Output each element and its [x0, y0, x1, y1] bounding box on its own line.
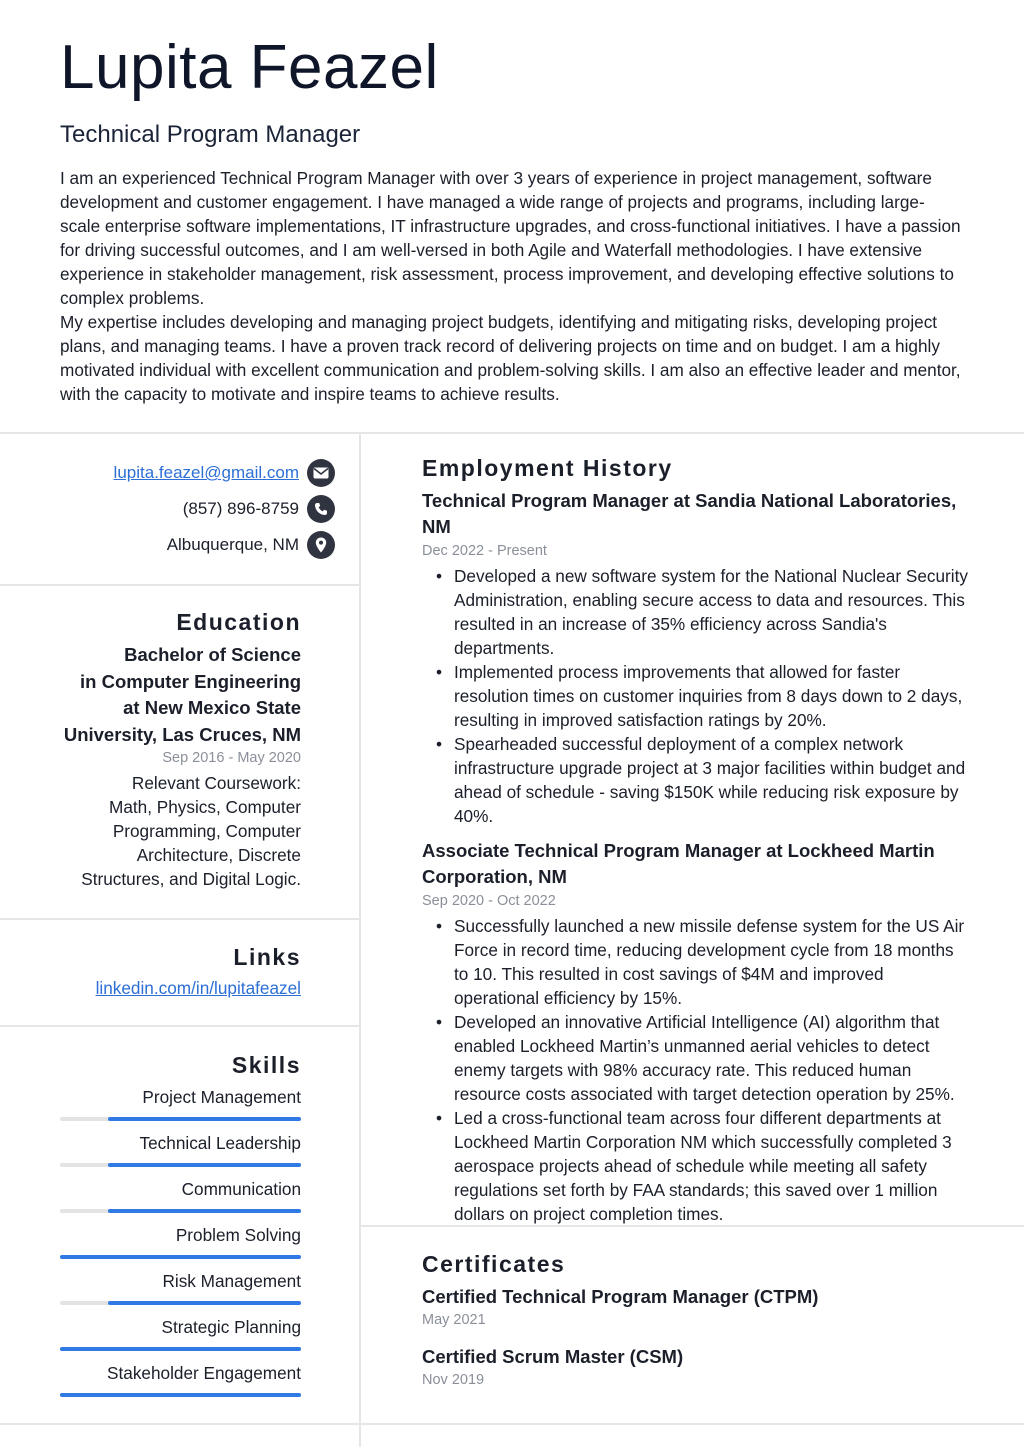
- job-bullet: • Implemented process improvements that allowed for faster resolution times on customer inquiries from 8 days down to 2 days, resulting in improved satisfaction ratings by 20%.: [422, 660, 968, 732]
- right-column: [361, 435, 1024, 1388]
- section-divider: [361, 1423, 1024, 1425]
- job-entry: [422, 838, 968, 1226]
- skill-item: [0, 1177, 359, 1223]
- job-title: Associate Technical Program Manager at Lockheed Martin Corporation, NM: [422, 840, 935, 887]
- job-bullet: • Spearheaded successful deployment of a complex network infrastructure upgrade project at 3 major facilities within budget and ahead of schedule - saving $150K while reducing risk exposure by 40%.: [422, 732, 968, 828]
- certificate-date: May 2021: [422, 1312, 486, 1328]
- skill-name: Risk Management: [162, 1271, 301, 1291]
- job-role: Technical Program Manager: [60, 121, 361, 148]
- summary-paragraph: My expertise includes developing and managing project budgets, identifying and mitigating risks, developing project plans, and managing teams. I have a proven track record of delivering projects on time and on budget. I am a highly motivated individual with excellent communication and problem-solving skills. I am also an effective leader and mentor, with the capacity to motivate and inspire teams to achieve results.: [60, 312, 961, 404]
- skill-level-fill: [60, 1393, 301, 1397]
- job-bullet: • Developed an innovative Artificial Intelligence (AI) algorithm that enabled Lockheed Martin’s unmanned aerial vehicles to detect enemy targets with 98% accuracy rate. This reduced human resource costs associated with target detection operation by 25%.: [422, 1010, 968, 1106]
- skill-item: [0, 1315, 359, 1361]
- left-column: [0, 435, 359, 1383]
- skill-level-bar: [60, 1301, 301, 1305]
- section-divider: [0, 1025, 359, 1027]
- coursework-line: Programming, Computer: [112, 821, 301, 841]
- certificate-list: [422, 1284, 968, 1390]
- certificate-entry: [422, 1344, 968, 1390]
- coursework-line: Math, Physics, Computer: [109, 797, 301, 817]
- skills-heading: Skills: [231, 1052, 301, 1078]
- job-bullet: • Led a cross-functional team across four different departments at Lockheed Martin Corporation NM which successfully completed 3 aerospace projects ahead of schedule while meeting all safety regulations set forth by FAA standards; this saved over 1 million dollars on project completion times.: [422, 1106, 968, 1226]
- education-heading: Education: [176, 609, 301, 635]
- skill-level-fill: [108, 1301, 301, 1305]
- skill-level-bar: [60, 1163, 301, 1167]
- coursework: [0, 771, 301, 891]
- phone-icon: [307, 495, 335, 523]
- certificate-entry: [422, 1284, 968, 1330]
- skill-item: [0, 1223, 359, 1269]
- contact-email-row: [0, 455, 335, 491]
- degree-title: [0, 642, 301, 748]
- location-text: Albuquerque, NM: [166, 535, 299, 554]
- phone-number: (857) 896-8759: [182, 499, 299, 518]
- job-dates: Dec 2022 - Present: [422, 543, 547, 559]
- skill-item: [0, 1085, 359, 1131]
- skill-level-bar: [60, 1117, 301, 1121]
- job-entry: [422, 488, 968, 828]
- job-bullets: [422, 564, 968, 828]
- coursework-line: Architecture, Discrete: [136, 845, 301, 865]
- certificate-date: Nov 2019: [422, 1372, 485, 1388]
- skills-section: [0, 1028, 359, 1407]
- skill-name: Communication: [181, 1179, 301, 1199]
- skill-name: Technical Leadership: [139, 1133, 301, 1153]
- degree-line: in Computer Engineering: [80, 670, 301, 692]
- employment-section: [361, 435, 1024, 1226]
- envelope-icon: [307, 459, 335, 487]
- skills-list: [0, 1085, 359, 1407]
- education-section: [0, 585, 359, 891]
- certificates-heading: Certificates: [422, 1251, 566, 1277]
- skill-level-bar: [60, 1393, 301, 1397]
- skill-item: [0, 1361, 359, 1407]
- coursework-line: Structures, and Digital Logic.: [81, 869, 301, 889]
- coursework-line: Relevant Coursework:: [131, 773, 301, 793]
- degree-line: at New Mexico State: [123, 697, 301, 718]
- job-bullet: • Successfully launched a new missile defense system for the US Air Force in record time, reducing development cycle from 18 months to 10. This resulted in cost savings of $4M and improved operational efficiency by 15%.: [422, 914, 968, 1010]
- skill-level-fill: [108, 1209, 301, 1213]
- skill-item: [0, 1131, 359, 1177]
- links-heading: Links: [233, 944, 301, 970]
- skill-level-bar: [60, 1255, 301, 1259]
- skill-name: Strategic Planning: [161, 1317, 301, 1337]
- certificate-name: Certified Technical Program Manager (CTPM): [422, 1286, 819, 1307]
- links-section: [0, 920, 359, 999]
- job-title: Technical Program Manager at Sandia National Laboratories, NM: [422, 490, 957, 537]
- certificates-section: [361, 1227, 1024, 1404]
- email-link[interactable]: lupita.feazel@gmail.com: [113, 463, 299, 482]
- job-list: [422, 488, 968, 1226]
- header-divider: [0, 432, 1024, 434]
- job-dates: Sep 2020 - Oct 2022: [422, 893, 556, 909]
- skill-level-fill: [60, 1255, 301, 1259]
- certificate-name: Certified Scrum Master (CSM): [422, 1346, 684, 1367]
- contact-phone-row: [0, 491, 335, 527]
- education-dates: Sep 2016 - May 2020: [162, 750, 301, 766]
- contact-section: [0, 435, 359, 585]
- linkedin-link[interactable]: linkedin.com/in/lupitafeazel: [95, 978, 301, 998]
- skill-level-bar: [60, 1209, 301, 1213]
- resume-header: [0, 0, 1024, 433]
- degree-line: University, Las Cruces, NM: [63, 723, 301, 745]
- summary-paragraph: I am an experienced Technical Program Manager with over 3 years of experience in project management, software development and customer engagement. I have managed a wide range of projects and programs, including large-scale enterprise software implementations, IT infrastructure upgrades, and cross-functional initiatives. I have a passion for driving successful outcomes, and I am well-versed in both Agile and Waterfall methodologies. I have extensive experience in stakeholder management, risk assessment, process improvement, and developing effective solutions to complex problems.: [60, 168, 961, 308]
- employment-heading: Employment History: [422, 455, 673, 481]
- skill-level-fill: [108, 1163, 301, 1167]
- profile-summary: [60, 166, 964, 406]
- degree-line: Bachelor of Science: [124, 644, 301, 665]
- contact-location-row: [0, 527, 335, 563]
- skill-level-fill: [60, 1347, 301, 1351]
- section-divider: [0, 1423, 359, 1425]
- job-bullet: • Developed a new software system for the National Nuclear Security Administration, enabling secure access to data and resources. This resulted in an increase of 35% efficiency across Sandia's departments.: [422, 564, 968, 660]
- job-bullets: [422, 914, 968, 1226]
- map-pin-icon: [307, 531, 335, 559]
- skill-name: Stakeholder Engagement: [107, 1363, 301, 1383]
- skill-level-fill: [108, 1117, 301, 1121]
- skill-name: Problem Solving: [175, 1225, 301, 1245]
- skill-item: [0, 1269, 359, 1315]
- skill-name: Project Management: [142, 1087, 301, 1107]
- candidate-name: Lupita Feazel: [60, 33, 439, 102]
- skill-level-bar: [60, 1347, 301, 1351]
